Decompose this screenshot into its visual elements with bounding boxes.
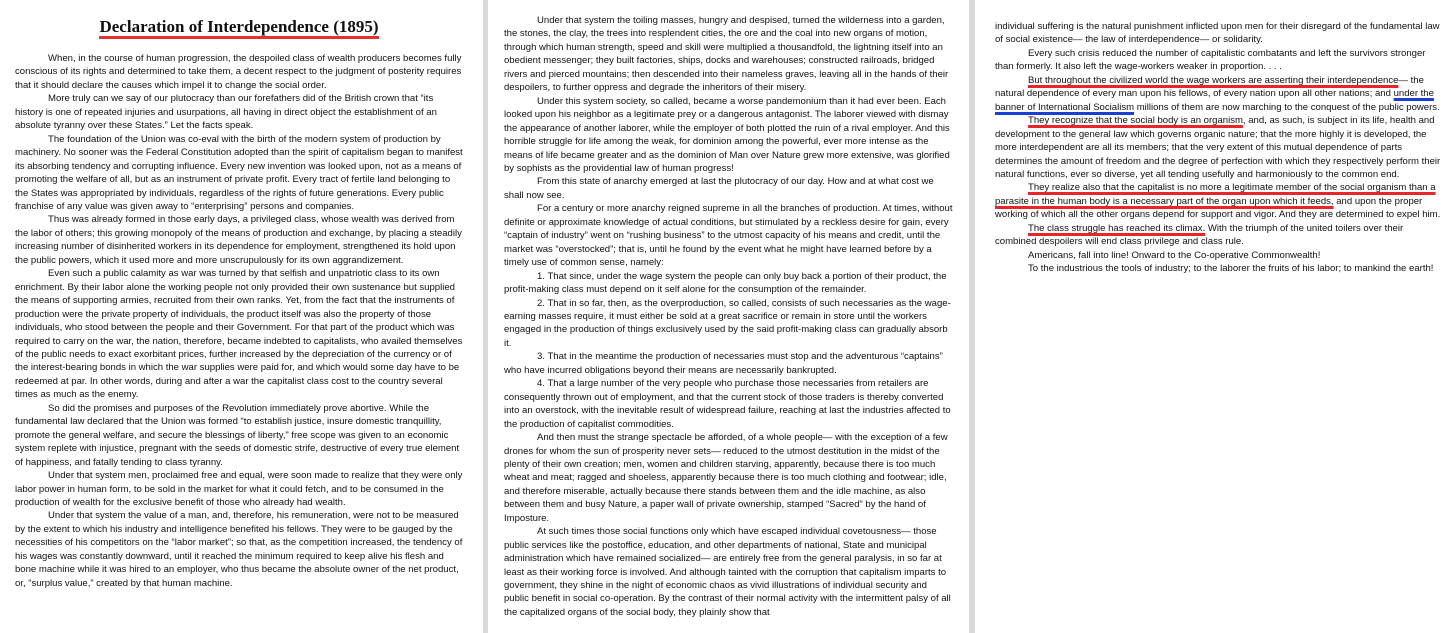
paragraph: To the industrious the tools of industry; to the laborer the fruits of his labor; to mankind the earth! bbox=[1028, 263, 1434, 275]
paragraph: Under that system the toiling masses, hungry and despised, turned the wilderness into a garden, the stones, the clay, the trees into resplendent cities, the ore and the coal into new organs of motion, through which human strength, speed and skill were multiplied a thousandfold, the lightning itself into an obedient messenger; they built factories, ships, docks and warehouses; constructed railroads, bridged rivers and pierced mountains; then descended into their nameless graves, leaving all in the hands of their despoilers, to further oppress and degrade the inheritors of their misery. bbox=[504, 15, 949, 94]
highlighted-text: They realize also that the capitalist is no more a legitimate member of the social organism than a parasite in the human body is a necessary part of the organ upon which it feeds, bbox=[995, 182, 1436, 207]
paragraph: Under that system men, proclaimed free and equal, were soon made to realize that they were only labor power in human form, to be sold in the market for what it could fetch, and to be consumed in the production of wealth for the exclusive benefit of those who already had wealth. bbox=[15, 470, 463, 508]
paragraph: More truly can we say of our plutocracy than our forefathers did of the British crown that “its history is one of repeated injuries and usurpations, all having in direct object the establishment of an absolute tyranny over these States.” Let the facts speak. bbox=[15, 93, 437, 132]
paragraph: Americans, fall into line! Onward to the Co-operative Commonwealth! bbox=[1028, 249, 1321, 261]
paragraph: But throughout the civilized world the wage workers are asserting their interdependence— the natural dependence of every man upon his fellows, of every nation upon all other nations; and under the banner of International Socialism millions of them are now marching to the conquest of the public powers. bbox=[995, 74, 1440, 113]
paragraph: Even such a public calamity as war was turned by that selfish and unpatriotic class to its own enrichment. By their labor alone the working people not only provided their own sustenance but supplied the means of supporting armies, recruited from their own ranks. Yet, from the fact that the instruments of production were the private property of individuals, the product itself was also the property of those individuals, who stood between the people and their Government. For that part of the product which was required to carry on the war, the nation, therefore, became indebted to capitalists, who availed themselves of the public needs to exact exorbitant prices, further increased by the depreciation of the currency or of the interest-bearing bonds in which the war supplies were paid for, and which would some day have to be redeemed at par. In other words, during and after a war the capitalist class cost to the country several times as much as the enemy. bbox=[15, 268, 463, 401]
paragraph: For a century or more anarchy reigned supreme in all the branches of production. At times, without definite or approximate knowledge of actual conditions, but stimulated by a reckless desire for gain, every “captain of industry” went on “rushing business” to the utmost capacity of his means and credit, until the market was “overstocked”; that is, until he found by the event what he might have learned before by a timely use of common sense, namely: bbox=[504, 203, 953, 269]
document-page-3 bbox=[975, 0, 1456, 633]
page-2-text bbox=[504, 14, 953, 619]
paragraph: The foundation of the Union was co-eval with the birth of the modern system of production by machinery. No sooner was the Federal Constitution adopted than the spirit of capitalism began to manifest its absorbing tendency and corrupting influence. Every new invention was looked upon, not as a means of promoting the welfare of all, but as an instrument of private profit. Every tract of fertile land belonging to the States was appropriated by individuals, regardless of the rights of future generations. Every public franchise of any value was given away to “enterprising” persons and companies. bbox=[15, 133, 463, 212]
document-page-1 bbox=[0, 0, 483, 633]
highlighted-text: But throughout the civilized world the wage workers are asserting their interdependence bbox=[1028, 74, 1399, 86]
paragraph: At such times those social functions only which have escaped individual covetousness— those public services like the postoffice, education, and other departments of national, State and municipal administration which have remained socialized— are entirely free from the general paralysis, in so far at least as their working force is involved. And although tainted with the corruption that capitalism imparts to government, they shine in the night of economic chaos as vivid illustrations of individual security and public benefit in social co-operation. By the contrast of their normal activity with the intermittent palsy of all the capitalized organs of the social body, they plainly show that bbox=[504, 526, 951, 618]
highlighted-text-blue: under the banner of International Socialism bbox=[995, 88, 1434, 113]
paragraph: When, in the course of human progression, the despoiled class of wealth producers becomes fully conscious of its rights and determined to take them, a decent respect to the judgment of posterity requires that it should declare the causes which impel it to change the social order. bbox=[15, 53, 462, 91]
page-1-text bbox=[15, 52, 463, 590]
paragraph: Under that system the value of a man, and, therefore, his remuneration, were not to be measured by the extent to which his industry and intelligence benefited his fellows. They were to be gauged by the necessities of his competitors on the “labor market”; so that, as the competition increased, the tendency of his wages was constantly downward, until it reached the minimum required to keep alive his flesh and bone machine while it was hired to an employer, who thus became the absolute owner of the net product, or, “surplus value,” created by that human machine. bbox=[15, 510, 463, 589]
list-item: 1. That since, under the wage system the people can only buy back a portion of their product, the profit-making class must depend on it self alone for the consumption of the remainder. bbox=[504, 270, 947, 296]
paragraph: And then must the strange spectacle be afforded, of a whole people— with the exception of a few drones for whom the sun of prosperity never sets— reduced to the utmost destitution in the midst of the plenty of their own creation; men, women and children starving, apparently, because there is too much wheat and meat; ragged and shoeless, apparently because there is too much clothing and footwear; idle, and therefore miserable, actually because there stands between them and the idle machine, as also between them and busy Nature, a paper wall of private ownership, stamped “Sacred” by the hand of Imposture. bbox=[504, 432, 948, 524]
paragraph: Every such crisis reduced the number of capitalistic combatants and left the survivors stronger than formerly. It also left the wage-workers weaker in proportion. . . . bbox=[995, 47, 1426, 73]
document-page-2 bbox=[488, 0, 969, 633]
list-item: 4. That a large number of the very people who purchase those necessaries from retailers are consequently thrown out of employment, and that the current stock of those traders is thereby converted into an overstock, with the inevitable result of widespread failure, reaching at last the industries affected to the production of capitalist commodities. bbox=[504, 378, 951, 430]
paragraph: They realize also that the capitalist is no more a legitimate member of the social organism than a parasite in the human body is a necessary part of the organ upon which it feeds, and upon the proper working of which all the other organs depend for support and vigor. And they are determined to expel him. bbox=[995, 182, 1441, 221]
paragraph: Thus was already formed in those early days, a privileged class, whose wealth was derived from the labor of others; this growing monopoly of the means of production and exchange, by placing a steadily increasing number of disinherited workers in its dependence for employment, strengthened its hold upon the public powers, which it used more and more unscrupulously for its own aggrandizement. bbox=[15, 214, 462, 266]
page-3-text bbox=[995, 20, 1444, 276]
paragraph: Under this system society, so called, became a worse pandemonium than it had ever been. Each looked upon his neighbor as a legitimate prey or a dangerous antagonist. The laborer viewed with dismay the appearance of another laborer, while the employer of both plotted the ruin of a rival employer. And this horrible struggle for life among the weak, for dominion among the powerful, ever more intense as the means of life became greater and as the dominion of Man over Nature grew more extensive, was glorified by sophists as the providential law of human progress! bbox=[504, 95, 950, 174]
paragraph: The class struggle has reached its climax. With the triumph of the united toilers over their combined despoilers will end class privilege and class rule. bbox=[995, 222, 1404, 248]
list-item: 3. That in the meantime the production of necessaries must stop and the adventurous “captains” who have incurred obligations beyond their means are necessarily bankrupted. bbox=[504, 351, 943, 376]
paragraph: From this state of anarchy emerged at last the plutocracy of our day. How and at what cost we shall now see. bbox=[504, 176, 934, 201]
paragraph: They recognize that the social body is an organism, and, as such, is subject in its life, health and development to the general law which governs organic nature; that the more highly it is developed, the more interdependent are all its members; that the very extent of this mutual dependence of parts determines the amount of freedom and the degree of perfection with which they respectively perform their natural functions, ever so diverse, yet all tending usefully and harmoniously to the common end. bbox=[995, 115, 1441, 180]
highlighted-text: They recognize that the social body is an organism bbox=[1028, 115, 1243, 127]
list-item: 2. That in so far, then, as the overproduction, so called, consists of such necessaries as the wage-earning masses require, it must either be sold at a great sacrifice or remain in store until the workers engaged in the production of things exclusively used by the said profit-making class can gradually absorb it. bbox=[504, 297, 951, 349]
paragraph: individual suffering is the natural punishment inflicted upon men for their disregard of the fundamental law of social existence— the law of interdependence— or solidarity. bbox=[995, 21, 1440, 46]
highlighted-text: The class struggle has reached its climax. bbox=[1028, 222, 1206, 234]
document-title: Declaration of Interdependence (1895) bbox=[15, 16, 463, 38]
paragraph: So did the promises and purposes of the Revolution immediately prove abortive. While the fundamental law declared that the Union was formed “to establish justice, insure domestic tranquillity, promote the general welfare, and secure the blessings of liberty,” free scope was given to an economic system replete with injustice, pregnant with the seeds of domestic strife, destructive of every true element of happiness, and fatally tending to class tyranny. bbox=[15, 402, 460, 468]
